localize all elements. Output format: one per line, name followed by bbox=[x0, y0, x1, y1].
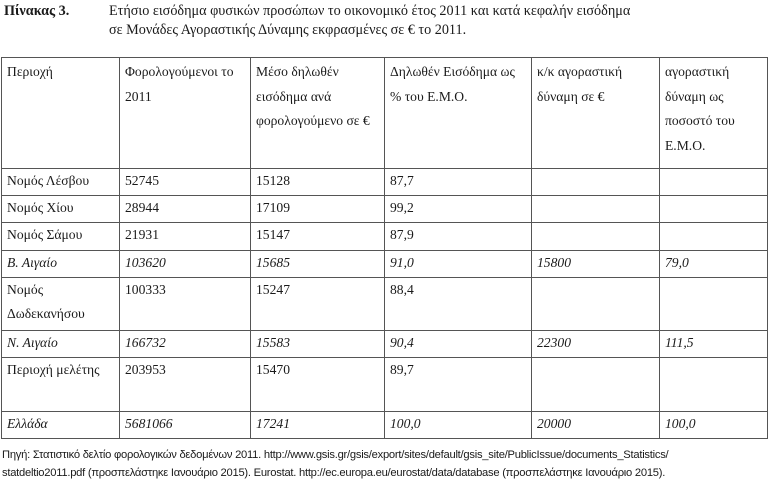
cell-purchasing-power-pct bbox=[660, 196, 768, 223]
caption-line-2: σε Μονάδες Αγοραστικής Δύναμης εκφρασμένες σε € το 2011. bbox=[109, 22, 467, 38]
cell-taxpayers: 52745 bbox=[120, 169, 251, 196]
cell-purchasing-power bbox=[532, 277, 660, 330]
cell-avg-income: 15685 bbox=[251, 250, 385, 277]
cell-avg-income: 15128 bbox=[251, 169, 385, 196]
header-purchasing-power: κ/κ αγοραστική δύναμη σε € bbox=[532, 58, 660, 169]
cell-income-pct: 90,4 bbox=[385, 331, 532, 358]
cell-taxpayers: 21931 bbox=[120, 223, 251, 250]
header-purchasing-power-pct: αγοραστική δύναμη ως ποσοστό του Ε.Μ.Ο. bbox=[660, 58, 768, 169]
table-row bbox=[2, 223, 768, 250]
header-income-pct: Δηλωθέν Εισόδημα ως % του Ε.Μ.Ο. bbox=[385, 58, 532, 169]
cell-region: Β. Αιγαίο bbox=[2, 250, 120, 277]
cell-purchasing-power-pct: 111,5 bbox=[660, 331, 768, 358]
cell-purchasing-power-pct: 100,0 bbox=[660, 411, 768, 438]
cell-region: Νομός Χίου bbox=[2, 196, 120, 223]
table-row bbox=[2, 277, 768, 330]
cell-taxpayers: 166732 bbox=[120, 331, 251, 358]
cell-taxpayers: 28944 bbox=[120, 196, 251, 223]
table-row bbox=[2, 411, 768, 438]
cell-avg-income: 17241 bbox=[251, 411, 385, 438]
income-table bbox=[1, 57, 768, 439]
cell-region: Νομός Σάμου bbox=[2, 223, 120, 250]
cell-avg-income: 15147 bbox=[251, 223, 385, 250]
header-taxpayers: Φορολογούμενοι το 2011 bbox=[120, 58, 251, 169]
cell-income-pct: 87,9 bbox=[385, 223, 532, 250]
cell-region: Ν. Αιγαίο bbox=[2, 331, 120, 358]
cell-taxpayers: 100333 bbox=[120, 277, 251, 330]
header-region: Περιοχή bbox=[2, 58, 120, 169]
table-row bbox=[2, 169, 768, 196]
table-row bbox=[2, 250, 768, 277]
cell-avg-income: 15583 bbox=[251, 331, 385, 358]
caption-text bbox=[109, 2, 769, 40]
source-line-2: statdeltio2011.pdf (προσπελάστηκε Ιανουάριο 2015). Eurostat. http://ec.europa.eu/eurostat/data/database (προσπελάστηκε Ιανουάριο 2015). bbox=[2, 467, 666, 479]
caption-label: Πίνακας 3. bbox=[4, 3, 70, 19]
cell-avg-income: 15247 bbox=[251, 277, 385, 330]
cell-purchasing-power-pct: 79,0 bbox=[660, 250, 768, 277]
cell-purchasing-power bbox=[532, 169, 660, 196]
cell-purchasing-power: 15800 bbox=[532, 250, 660, 277]
caption-line-1: Ετήσιο εισόδημα φυσικών προσώπων το οικονομικό έτος 2011 και κατά κεφαλήν εισόδημα bbox=[109, 3, 631, 19]
cell-region: Περιοχή μελέτης bbox=[2, 358, 120, 411]
cell-avg-income: 15470 bbox=[251, 358, 385, 411]
cell-income-pct: 99,2 bbox=[385, 196, 532, 223]
table-header-row bbox=[2, 58, 768, 169]
cell-taxpayers: 5681066 bbox=[120, 411, 251, 438]
cell-income-pct: 91,0 bbox=[385, 250, 532, 277]
cell-taxpayers: 203953 bbox=[120, 358, 251, 411]
cell-income-pct: 88,4 bbox=[385, 277, 532, 330]
source-line-1: Πηγή: Στατιστικό δελτίο φορολογικών δεδομένων 2011. http://www.gsis.gr/gsis/export/sites/default/gsis_site/PublicIssue/documents_Statistics/ bbox=[2, 449, 669, 461]
header-avg-income: Μέσο δηλωθέν εισόδημα ανά φορολογούμενο σε € bbox=[251, 58, 385, 169]
cell-purchasing-power: 22300 bbox=[532, 331, 660, 358]
cell-purchasing-power bbox=[532, 358, 660, 411]
cell-income-pct: 87,7 bbox=[385, 169, 532, 196]
cell-purchasing-power: 20000 bbox=[532, 411, 660, 438]
cell-purchasing-power bbox=[532, 223, 660, 250]
cell-region: Νομός Δωδεκανήσου bbox=[2, 277, 120, 330]
cell-taxpayers: 103620 bbox=[120, 250, 251, 277]
cell-purchasing-power-pct bbox=[660, 223, 768, 250]
cell-purchasing-power-pct bbox=[660, 277, 768, 330]
cell-region: Ελλάδα bbox=[2, 411, 120, 438]
table-row bbox=[2, 358, 768, 411]
cell-purchasing-power-pct bbox=[660, 358, 768, 411]
cell-avg-income: 17109 bbox=[251, 196, 385, 223]
table-row bbox=[2, 196, 768, 223]
cell-region: Νομός Λέσβου bbox=[2, 169, 120, 196]
cell-purchasing-power bbox=[532, 196, 660, 223]
source-note bbox=[2, 446, 768, 482]
cell-purchasing-power-pct bbox=[660, 169, 768, 196]
cell-income-pct: 100,0 bbox=[385, 411, 532, 438]
table-row bbox=[2, 331, 768, 358]
cell-income-pct: 89,7 bbox=[385, 358, 532, 411]
